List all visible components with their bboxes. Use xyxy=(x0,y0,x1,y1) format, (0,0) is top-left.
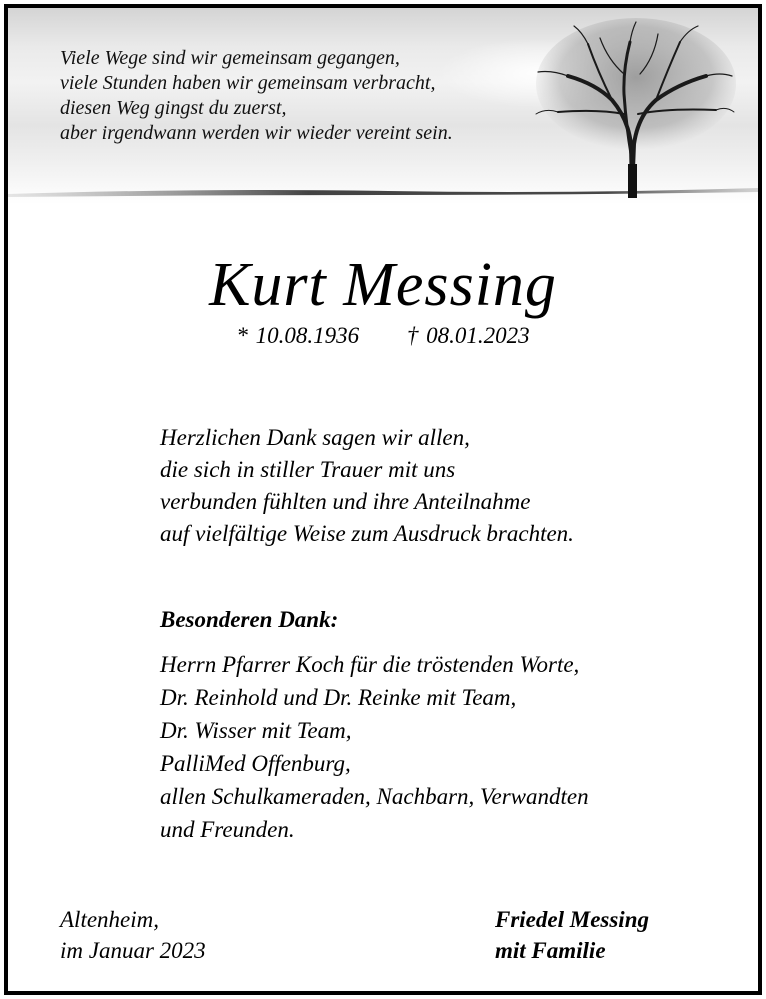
poem-line: aber irgendwann werden wir wieder vereint sein. xyxy=(60,122,453,144)
poem-line: viele Stunden haben wir gemeinsam verbracht, xyxy=(60,72,436,94)
life-dates xyxy=(8,322,758,350)
thanks-line: die sich in stiller Trauer mit uns xyxy=(160,457,456,482)
tree-icon xyxy=(528,14,738,198)
signer-suffix: mit Familie xyxy=(495,938,606,963)
death-date: † 08.01.2023 xyxy=(406,323,530,348)
special-thanks-heading: Besonderen Dank: xyxy=(160,607,339,632)
decedent-name: Kurt Messing xyxy=(209,251,557,319)
place: Altenheim, xyxy=(60,907,159,932)
special-thanks-line: Dr. Reinhold und Dr. Reinke mit Team, xyxy=(160,685,517,710)
special-thanks-list xyxy=(160,648,740,846)
thanks-line: verbunden fühlten und ihre Anteilnahme xyxy=(160,489,531,514)
special-thanks-line: allen Schulkameraden, Nachbarn, Verwandten xyxy=(160,784,589,809)
signer-name: Friedel Messing xyxy=(495,907,649,932)
poem-line: diesen Weg gingst du zuerst, xyxy=(60,97,287,119)
thanks-line: auf vielfältige Weise zum Ausdruck brachten. xyxy=(160,521,574,546)
obituary-card xyxy=(4,4,762,995)
poem xyxy=(60,46,540,146)
header-banner xyxy=(8,8,758,204)
birth-date: * 10.08.1936 xyxy=(236,323,360,348)
thanks-paragraph xyxy=(160,422,720,550)
special-thanks-line: Herrn Pfarrer Koch für die tröstenden Worte, xyxy=(160,652,580,677)
date: im Januar 2023 xyxy=(60,938,206,963)
thanks-line: Herzlichen Dank sagen wir allen, xyxy=(160,425,470,450)
special-thanks-line: Dr. Wisser mit Team, xyxy=(160,718,352,743)
signature xyxy=(495,904,649,966)
place-and-date xyxy=(60,904,206,966)
poem-line: Viele Wege sind wir gemeinsam gegangen, xyxy=(60,47,400,69)
special-thanks-line: PalliMed Offenburg, xyxy=(160,751,351,776)
special-thanks-line: und Freunden. xyxy=(160,817,295,842)
